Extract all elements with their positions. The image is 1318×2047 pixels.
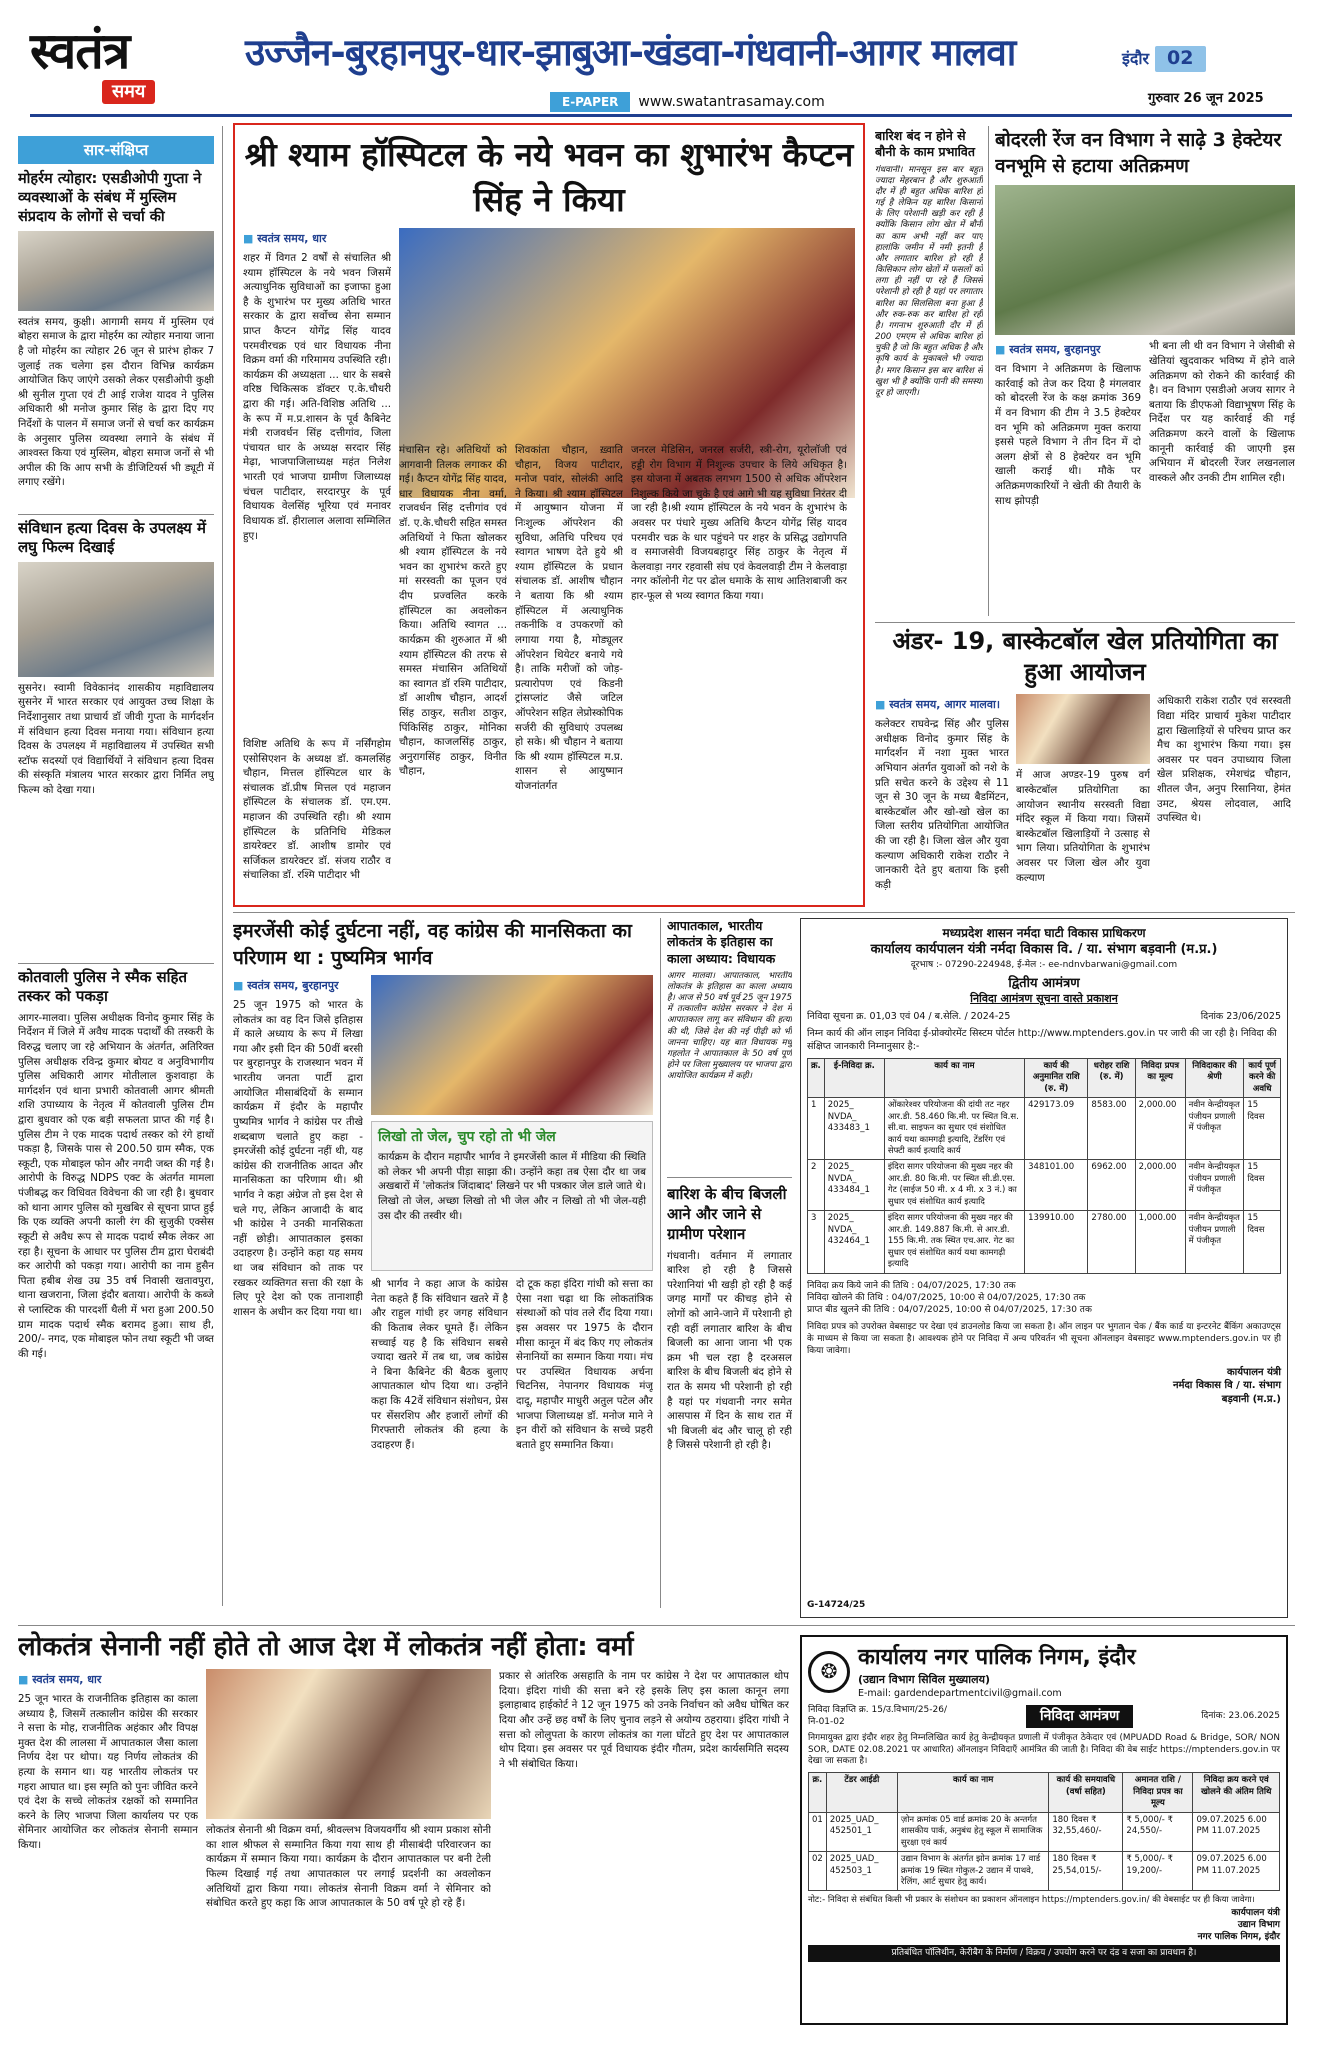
narmada-table-cell: इंदिरा सागर परियोजना की मुख्य नहर की आर.डी. 80 कि.मी. पर स्थित सी.डी.एस. गेट (साईज 50 मी. x 4 मी. x 3 नं.) का सुधार एवं संशोधित कार्य इत्यादि [884,1160,1024,1211]
imc-email: E-mail: gardendepartmentcivil@gmail.com [858,1687,1062,1699]
sar-sankshep-column [18,136,214,1611]
imc-notice-no: निविदा विज्ञप्ति क्र. 15/उ.विभाग/25-26/नि-01-02 [808,1705,948,1728]
narmada-table-cell: 15 दिवस [1244,1211,1281,1273]
tender-note: निविदा प्रपत्र को उपरोक्त वेबसाइट पर देखा एवं डाउनलोड किया जा सकता है। ऑन लाइन पर भुगतान चेक / बैंक कार्ड या इन्टरनेट बैंकिंग अकाउण्ट्स के माध्यम से किया जा सकता है। आवश्यक होने पर निविदा में अन्य परिवर्तन भी सूचना ऑनलाइन वेबसाइट www.mptenders.gov.in पर ही किया जावेगा। [807,1322,1281,1356]
lead-col-3: मंचासिन रहे। अतिथियों को आगवानी तिलक लगाकर की गई। कैप्टन योगेंद्र सिंह यादव, धार विधायक नीना वर्मा, राजवर्धन सिंह दत्तीगांव एवं डॉ. ए.के.चौधरी सहित समस्त अतिथियों ने फिता खोलकर श्री श्याम हॉस्पिटल के नये भवन का शुभारंभ करते हुए मां सरस्वती का पूजन एवं दीप प्रज्वलित करके हॉस्पिटल का अवलोकन किया। अतिथि स्वागत ... कार्यक्रम की शुरुआत में श्री श्याम हॉस्पिटल की तरफ से समस्त मंचासिन अतिथियों का स्वागत डॉ रश्मि पाटीदार, डॉ आशीष चौहान, आदर्श सिंह ठाकुर, सतीश ठाकुर, पिंकिसिंह ठाकुर, मोनिका चौहान, काजलसिंह ठाकुर, अनुरागसिंह ठाकुर, विनीत चौहान, [399,444,507,778]
edition-page [1122,46,1206,72]
emergency-vidhayak-text: आगर मालवा। आपातकाल, भारतीय लोकतंत्र के इतिहास का काला अध्याय है। आज से 50 वर्ष पूर्व 25 जून 1975 में तत्कालीन कांग्रेस सरकार ने देश में आपातकाल लागू कर संविधान की हत्या की थी, जिसे देश की नई पीढ़ी को भी जानना चाहिए। यह बात विधायक मधु गहलोत ने आपातकाल के 50 वर्ष पूर्ण होने पर जिला मुख्यालय पर भाजपा द्वारा आयोजित कार्यक्रम में कही। [667,970,792,1082]
brief-1-text: स्वतंत्र समय, कुक्षी। आगामी समय में मुस्लिम एवं बोहरा समाज के द्वारा मोहर्रम का त्योहार मनाया जाना है जो मोहर्रम का त्योहार 26 जून से प्रारंभ होकर 7 जुलाई तक चलेगा इस दौरान विभिन्न कार्यक्रम आयोजित किए जाएंगे उसको लेकर एसडीओपी कुक्षी श्री सुनील गुप्ता एवं टी आई राजेश यादव ने पुलिस अधिकारी श्री मनोज कुमार सिंह के द्वारा दिए गए निर्देशों के पालन में समाज जनों से चर्चा कर कार्यक्रम के अनुसार पुलिस व्यवस्था लगाने के संबंध में आश्वस्त किया एवं मुस्लिम, बोहरा समाज जनों से भी अपील की कि आप सभी के डीजिटियर्स भी ड्यूटी में लगाए रखेंगे। [18,315,214,489]
tender-sign-2: नर्मदा विकास वि / या. संभाग [1172,1380,1281,1392]
narmada-table-cell: 2025_ NVDA_ 432464_1 [824,1211,884,1273]
imc-table-cell: 180 दिवस ₹ 32,55,460/- [1049,1812,1123,1851]
imc-emblem-icon: ❂ [808,1651,850,1693]
emergency-vidhayak-headline: आपातकाल, भारतीय लोकतंत्र के इतिहास का काला अध्याय: विधायक [667,918,776,966]
narmada-table-cell: 1,000.00 [1135,1211,1185,1273]
tender-date-line: निविदा खोलने की तिथि : 04/07/2025, 10:00 से 04/07/2025, 17:30 तक [807,1292,1086,1303]
brief-1-photo [18,231,214,311]
brief-2-photo [18,562,214,677]
imc-table-header-cell: क्र. [809,1773,827,1812]
emergency-quote-box [371,1121,653,1271]
democracy-headline: लोकतंत्र सेनानी नहीं होते तो आज देश में लोकतंत्र नहीं होता: वर्मा [18,1632,634,1662]
narmada-table-cell: इंदिरा सागर परियोजना की मुख्य नहर की आर.डी. 149.887 कि.मी. से आर.डी. 155 कि.मी. तक स्थित एच.आर. गेट का सुधार एवं संशोधित कार्य यथा कामगढ़ी इत्यादि [884,1211,1024,1273]
narmada-table-cell: ओंकारेश्वर परियोजना की दांयी तट नहर आर.डी. 58.460 कि.मी. पर स्थित वि.स. सी.वा. साइफन का सुधार एवं संशोधित कार्य यथा कामगढ़ी इत्यादि, टेंडरिंग एवं सेफ्टी कार्य इत्यादि कार्य [884,1098,1024,1160]
power-cut-headline: बारिश के बीच बिजली आने और जाने से ग्रामीण परेशान [667,1184,787,1244]
imc-table-row [809,1852,1280,1891]
power-cut-text: गंधवानी। वर्तमान में लगातार बारिश हो रही है जिससे परेशानियां भी खड़ी हो रही है कई जगह मार्गों पर कीचड़ होने से लोगों को आने-जाने में परेशानी हो रही वहीं लगातार बारिश के बीच बिजली का आना जाना भी एक क्रम भी चल रहा है दरअसल बारिश के बीच बिजली बंद होने से रात के समय भी परेशानी हो रही है यहां पर गंधवानी नगर समेत आसपास में दिन के साथ रात में भी बिजली बंद और चालू हो रही है जिससे परेशानी हो रही है। [667,1249,792,1452]
narmada-table-row [808,1211,1281,1273]
tender-org-2: कार्यालय कार्यपालन यंत्री नर्मदा विकास वि. / या. संभाग बड़वानी (म.प्र.) [870,942,1218,958]
lead-col-2-visible: विशिष्ट अतिथि के रूप में नर्सिंगहोम एसोसिएशन के अध्यक्ष डॉ. कमलसिंह चौहान, मित्तल हॉस्पिटल धार के संचालक डॉ.प्रीष मित्तल एवं महाजन हॉस्पिटल के संचालक डॉ. एम.एम. महाजन की उपस्थिति रही। श्री श्याम हॉस्पिटल के प्रतिनिधि मेडिकल डायरेक्टर डॉ. आशीष डामोर एवं सर्जिकल डायरेक्टर डॉ. संजय राठौर व संचालिका डॉ. रश्मि पाटीदार भी [243,738,391,882]
brief-2-headline: संविधान हत्या दिवस के उपलक्ष्य में लघु फिल्म दिखाई [18,518,206,557]
emergency-col-3: दो टूक कहा इंदिरा गांधी को सत्ता का ऐसा नशा चढ़ा था कि लोकतांत्रिक संस्थाओं को पांव तले रौंद दिया गया। इस अवसर पर 1975 के दौरान मीसा कानून में बंद किए गए लोकतंत्र सेनानियों का सम्मान किया गया। मंच पर उपस्थित विधायक अर्चना चिटनिस, नेपानगर विधायक मंजू दादू, महापौर माधुरी अतुल पटेल और भाजपा जिलाध्यक्ष डॉ. मनोज माने ने इन वीरों को संविधान के सच्चे प्रहरी बताते हुए सम्मानित किया। [516,1278,653,1451]
quote-headline: लिखो तो जेल, चुप रहो तो भी जेल [378,1129,556,1146]
narmada-table-header-cell: निविदा प्रपत्र का मूल्य [1135,1058,1185,1097]
democracy-col-1: 25 जून भारत के राजनीतिक इतिहास का काला अध्याय है, जिसमें तत्कालीन कांग्रेस की सरकार ने सत्ता के मोह, राजनीतिक अहंकार और विपक्ष मुक्त देश की लालसा में आपातकाल जैसा काला निर्णय देश पर थोपा। यह निर्णय लोकतंत्र की हत्या के समान था। यह भारतीय लोकतंत्र पर गहरा आघात था। इस स्मृति को पुनः जीवित करने एवं देश के सच्चे लोकतंत्र रक्षकों को सम्मानित करने के लिए भाजपा जिला कार्यालय पर एक सेमिनार आयोजित कर लोकतंत्र सेनानी सम्मान किया। [18,1692,198,1852]
newspaper-logo [30,22,210,110]
lead-headline: श्री श्याम हॉस्पिटल के नये भवन का शुभारंभ कैप्टन सिंह ने किया [244,135,854,219]
quote-text: कार्यक्रम के दौरान महापौर भार्गव ने इमरजेंसी काल में मीडिया की स्थिति को लेकर भी अपनी पीड़ा साझा की। उन्होंने कहा तब ऐसा दौर था जब अखबारों में 'लोकतंत्र जिंदाबाद' लिखने पर भी पत्रकार जेल डाले जाते थे। लिखो तो जेल, अच्छा लिखो तो भी जेल और न लिखो तो भी जेल-यही उस दौर की तस्वीर थी। [378,1151,646,1222]
narmada-table-header-cell: निविदाकार की श्रेणी [1185,1058,1244,1097]
narmada-table-cell: नवीन केन्द्रीयकृत पंजीयन प्रणाली में पंजीकृत [1185,1160,1244,1211]
imc-sign-2: उद्यान विभाग [1237,1920,1280,1931]
brief-2-text: सुसनेर। स्वामी विवेकानंद शासकीय महाविद्यालय सुसनेर में भारत सरकार एवं आयुक्त उच्च शिक्षा के निर्देशानुसार तथा प्राचार्य डॉ जीवी गुप्ता के मार्गदर्शन में संविधान हत्या दिवस मनाया गया। संविधान हत्या दिवस के उपलक्ष्य में महाविद्यालय में उपस्थित सभी स्टॉफ सदस्यों एवं विद्यार्थियों ने संविधान हत्या दिवस की संस्कृति मंत्रालय भारत सरकार द्वारा निर्मित लघु फिल्म को देखा गया। [18,681,214,797]
narmada-table-cell: 6962.00 [1088,1160,1135,1211]
tender-sign-1: कार्यपालन यंत्री [1226,1366,1281,1378]
epaper-label: E-PAPER [550,92,630,112]
imc-notice-date: दिनांक: 23.06.2025 [1201,1711,1280,1722]
narmada-tender-notice [800,918,1288,1618]
column-rule [988,126,989,616]
sar-sankshep-tag: सार-संक्षिप्त [18,136,214,164]
tender-subtitle: निविदा आमंत्रण सूचना वास्ते प्रकाशन [970,992,1118,1006]
narmada-table-header-cell: कार्य पूर्ण करने की अवधि [1244,1058,1281,1097]
edition-city: इंदौर [1122,49,1150,69]
imc-note: नोट:- निविदा से संबंधित किसी भी प्रकार के संशोधन का प्रकाशन ऑनलाइन https://mptenders.gov.in/ की वेबसाईट पर ही किया जावेगा। [808,1895,1255,1906]
forest-story-photo [995,185,1295,335]
narmada-table-cell: 2,000.00 [1135,1098,1185,1160]
narmada-table-cell: 8583.00 [1088,1098,1135,1160]
column-rule [222,126,223,1606]
narmada-table-cell: 2780.00 [1088,1211,1135,1273]
narmada-table-cell: 348101.00 [1025,1160,1088,1211]
narmada-table-header-cell: कार्य का नाम [884,1058,1024,1097]
imc-table-cell: उद्यान विभाग के अंतर्गत झोन क्रमांक 17 वार्ड क्रमांक 19 स्थित गोकुल-2 उद्यान में पाथवे, रेलिंग, आर्ट सुधार हेतु कार्य। [897,1852,1048,1891]
imc-table-row [809,1812,1280,1851]
rain-story-text: गंधवानी। मानसून इस बार बहुत ज्यादा मेहरबान है और शुरुआती दौर में ही बहुत अधिक बारिश हो गई है लेकिन यह बारिश किसानों के लिए परेशानी खड़ी कर रही है क्योंकि किसान लोग खेत में बौनी का काम अभी नहीं कर पाए हालांकि जमीन में नमी इतनी है और लगातार बारिश हो रही है किसिकान लोग खेतों में फसलों को लगा ही नहीं पा रहे हैं जिससे परेशानी हो रही है यहां पर लगातार बारिश का सिलसिला बना हुआ है और रुक-रुक कर बारिश हो रही है। गगनाभ शुरुआती दौर में ही 200 एमएम से अधिक बारिश हो चुकी है जो कि बहुत अधिक है और कृषि कार्य के मुकाबले भी ज्यादा है। मगर किसान इस बार बारिश से खुश भी है क्योंकि पानी की समस्या दूर हो जाएगी। [875,164,983,398]
democracy-story [18,1630,793,2040]
imc-sign-3: नगर पालिक निगम, इंदौर [1197,1932,1280,1943]
democracy-photo [206,1669,491,1819]
imc-table-header-cell: कार्य की समयावधि (वर्षा सहित) [1049,1773,1123,1812]
narmada-table-header-cell: क्र. [808,1058,825,1097]
tender-date-line: प्राप्त बीड खुलने की तिथि : 04/07/2025, 10:00 से 04/07/2025, 17:30 तक [807,1304,1092,1315]
emergency-story [233,918,653,1608]
narmada-table-header-cell: ई-निविदा क्र. [824,1058,884,1097]
edition-cities: उज्जैन-बुरहानपुर-धार-झाबुआ-खंडवा-गंधवानी-आगर मालवा [245,31,1016,74]
tender-code: G-14724/25 [807,1599,866,1610]
imc-intro: निगमायुक्त द्वारा इंदौर शहर हेतु निम्नलिखित कार्य हेतु केन्द्रीयकृत प्रणाली में पंजीकृत ठेकेदार एवं (MPUADD Road & Bridge, SOR/ NON SOR, DATE 02.08.2021 पर आधारित) ऑनलाइन निविदाएँ आमंत्रित की जाती है। निविदा की वेब साईट https://mptenders.gov.in पर देखा जा सकता है। [808,1732,1280,1767]
forest-col-2: भी बना ली थी वन विभाग ने जेसीबी से खेतियां खुदवाकर भविष्य में होने वाले अतिक्रमण को रोकने की कार्रवाई की है। वन विभाग एसडीओ अजय सागर ने बताया कि डीएफओ विद्याभूषण सिंह के निर्देश पर यह कार्रवाई की गई अतिक्रमण करने वालों के खिलाफ कानूनी कार्रवाई की जाएगी इस अभियान में बोदरली रेंजर लखनलाल वास्कले और उनकी टीम शामिल रही। [1149,340,1295,484]
brief-1-headline: मोहर्रम त्योहार: एसडीओपी गुप्ता ने व्यवस्थाओं के संबंध में मुस्लिम संप्रदाय के लोगों से चर्चा की [18,171,202,225]
narmada-table-cell: 2025_ NVDA_ 433484_1 [824,1160,884,1211]
imc-subtitle: (उद्यान विभाग सिविल मुख्यालय) [858,1672,990,1686]
masthead [30,22,1292,117]
brief-3-text: आगर-मालवा। पुलिस अधीक्षक विनोद कुमार सिंह के निर्देशन में जिले में अवैध मादक पदार्थों की तस्करी के विरुद्ध चलाए जा रहे अभियान के अंतर्गत, अतिरिक्त पुलिस अधीक्षक रविन्द्र कुमार बोयट व अनुविभागीय पुलिस अधिकारी आगर मोतीलाल कुशवाहा के मार्गदर्शन एवं थाना प्रभारी कोतवाली आगर श्रीमती शशि उपाध्याय के नेतृत्व में कोतवाली पुलिस टीम द्वारा बुधवार को एक बड़ी सफलता प्राप्त की गई है। पुलिस टीम ने एक मादक पदार्थ तस्कर को रंगे हाथों पकड़ा है, जिसके पास से 200.50 ग्राम स्मैक, एक स्कूटी, एक मोबाइल फोन और नगदी जब्त की गई है। आरोपी के विरुद्ध NDPS एक्ट के अंतर्गत मामला पंजीबद्ध कर विधिवत विवेचना की जा रही है। बुधवार को थाना आगर पुलिस को मुखबिर से सूचना प्राप्त हुई कि एक व्यक्ति अपनी काली रंग की सुजुकी एक्सेस स्कूटी से अवैध रूप से मादक पदार्थ स्मैक लेकर आ रहा है। सूचना के आधार पर पुलिस टीम द्वारा घेराबंदी कर आरोपी को पकड़ा गया। आरोपी का नाम हुसैन पिता हबीब शेख उम्र 35 वर्ष निवासी खतावपुरा, थाना खजराना, जिला इंदौर बताया। आरोपी के कब्जे से प्लास्टिक की पारदर्शी थैली में भरा हुआ 200.50 ग्राम मादक पदार्थ स्मैक बरामद हुआ। साथ ही, 200/- नगद, एक मोबाइल फोन तथा स्कूटी भी जब्त की गई। [18,1011,214,1360]
narmada-table-cell: 15 दिवस [1244,1098,1281,1160]
forest-byline: ■ स्वतंत्र समय, बुरहानपुर [995,343,1141,358]
emergency-col-2: श्री भार्गव ने कहा आज के कांग्रेस नेता कहते हैं कि संविधान खतरे में है और राहुल गांधी हर जगह संविधान की किताब लेकर घूमते हैं। लेकिन सच्चाई यह है कि संविधान सबसे ज्यादा खतरे में तब था, जब कांग्रेस ने बिना कैबिनेट की बैठक बुलाए आपातकाल थोप दिया था। उन्होंने कहा कि 42वें संविधान संशोधन, प्रेस पर सेंसरशिप और हजारों लोगों की गिरफ्तारी लोकतंत्र की हत्या के उदाहरण हैं। [371,1278,508,1451]
tender-dates [807,1280,1281,1316]
tender-title: द्वितीय आमंत्रण [1008,975,1080,991]
narmada-table-cell: 429173.09 [1025,1098,1088,1160]
narmada-table-row [808,1098,1281,1160]
narmada-table-cell: नवीन केन्द्रीयकृत पंजीयन प्रणाली में पंजीकृत [1185,1211,1244,1273]
narmada-table-cell: नवीन केन्द्रीयकृत पंजीयन प्रणाली में पंजीकृत [1185,1098,1244,1160]
narmada-table-header-cell: कार्य की अनुमानित राशि (रु. में) [1025,1058,1088,1097]
lead-byline: ■ स्वतंत्र समय, धार [243,232,391,247]
narmada-tender-table [807,1058,1281,1274]
imc-table-header-cell: अमानत राशि / निविदा प्रपत्र का मूल्य [1123,1773,1193,1812]
tender-org-1: मध्यप्रदेश शासन नर्मदा घाटी विकास प्राधिकरण [942,926,1146,940]
lead-col-5: जनरल मेडिसिन, जनरल सर्जरी, स्त्री-रोग, यूरोलॉजी एवं हड्डी रोग विभाग में निशुल्क उपचार के लिये अधिकृत है। इस योजना में अबतक लगभग 1500 से अधिक ऑपरेशन निशुल्क किये जा चुके है एवं आगे भी यह सुविधा निरंतर दी जा रही है।श्री श्याम हॉस्पिटल के नये भवन के शुभारंभ के अवसर पर पंधारे मुख्य अतिथि कैप्टन योगेंद्र सिंह यादव परमवीर चक्र के धार पहुंचने पर शहर के प्रसिद्ध उद्योगपति व समाजसेवी विजयबहादुर सिंह ठाकुर के नेतृत्व में केलवाड़ा नगर रहवासी संघ एवं केवलवाड़ी टीम ने केलवाड़ा नगर कॉलोनी गेट पर ढोल धमाके के साथ आतिशबाजी कर हार-फूल से भव्य स्वागत किया गया। [631,444,847,603]
imc-table-cell: 09.07.2025 6.00 PM 11.07.2025 [1193,1852,1280,1891]
imc-table-cell: ₹ 5,000/- ₹ 24,550/- [1123,1812,1193,1851]
narmada-table-cell: 2,000.00 [1135,1160,1185,1211]
imc-table-cell: 02 [809,1852,827,1891]
tender-intro: निम्न कार्य की ऑन लाइन निविदा ई-प्रोक्योरमेंट सिस्टम पोर्टल http://www.mptenders.gov.in पर जारी की जा रही है। निविदा की संक्षिप्त जानकारी निम्नानुसार है:- [807,1028,1277,1052]
basketball-headline: अंडर- 19, बास्केटबॉल खेल प्रतियोगिता का हुआ आयोजन [892,627,1278,687]
column-rule [660,918,661,1608]
tender-contact: दूरभाष :- 07290-224948, ई-मेल :- ee-ndnvbarwani@gmail.com [910,959,1178,970]
basketball-photo [1016,694,1150,764]
narmada-table-cell: 2025_ NVDA_ 433483_1 [824,1098,884,1160]
forest-story [995,128,1295,618]
imc-table-cell: ₹ 5,000/- ₹ 19,200/- [1123,1852,1193,1891]
narmada-table-cell: 15 दिवस [1244,1160,1281,1211]
basketball-col-3: अधिकारी राकेश राठौर एवं सरस्वती विद्या मंदिर प्राचार्य मुकेश पाटीदार द्वारा खिलाड़ियों से परिचय प्राप्त कर मैच का शुभारंभ किया गया। इस अवसर पर पवन उपाध्याय जिला खेल प्रशिक्षक, रमेशचंद्र चौहान, शीतल जैन, अनुप रिसानिया, हेमंत उमट, श्रेयस लोदवाल, आदि उपस्थित थे। [1157,695,1291,825]
narmada-table-cell: 1 [808,1098,825,1160]
imc-tender-ad [800,1635,1288,2025]
page-number: 02 [1155,46,1205,72]
tender-sign-3: बड़वानी (म.प्र.) [1221,1393,1281,1405]
imc-tender-table [808,1772,1280,1891]
imc-table-header-cell: निविदा क्रय करने एवं खोलने की अंतिम तिथि [1193,1773,1280,1812]
section-rule [18,1625,1295,1626]
imc-footer: प्रतिबंधित पॉलिथीन, केरीबैग के निर्माण / विक्रय / उपयोग करने पर दंड व सजा का प्रावधान है। [808,1945,1280,1961]
narmada-table-row [808,1160,1281,1211]
imc-table-cell: 09.07.2025 6.00 PM 11.07.2025 [1193,1812,1280,1851]
basketball-col-1: कलेक्टर राघवेन्द्र सिंह और पुलिस अधीक्षक विनोद कुमार सिंह के मार्गदर्शन में नशा मुक्त भारत अभियान अंतर्गत युवाओं को नशे के प्रति सचेत करने के उद्देश्य से 11 जून से 30 जून के मध्य बैडमिंटन, बास्केटबॉल और खो-खो खेल का जिला स्तरीय प्रतियोगिता आयोजित की जा रही है। जिला खेल और युवा कल्याण अधिकारी राकेश राठौर ने जानकारी देते हुए बताया कि इसी कड़ी [875,718,1009,891]
imc-badge: निविदा आमंत्रण [1026,1705,1133,1728]
rain-story [875,128,983,608]
forest-story-headline: बोदरली रेंज वन विभाग ने साढ़े 3 हेक्टेयर वनभूमि से हटाया अतिक्रमण [995,129,1282,177]
website-url[interactable]: www.swatantrasamay.com [638,93,825,110]
democracy-col-3: प्रकार से आंतरिक असहाति के नाम पर कांग्रेस ने देश पर आपातकाल थोप दिया। इंदिरा गांधी की सत्ता बने रहे इसके लिए इस काला कानून लगा इलाहाबाद हाईकोर्ट ने 12 जून 1975 को उनके निर्वाचन को अवैध घोषित कर दिया और उन्हें छह वर्षों के लिए चुनाव लड़ने से अयोग्य ठहराया। इंदिरा गांधी ने सत्ता को लोलुपता के कारण लोकतंत्र का गला घोंटते हुए देश पर आपातकाल थोप दिया। इस अवसर पर पूर्व विधायक इंदीर गौतम, प्रदेश कार्यसमिति सदस्य ने भी संबोधित किया। [499,1670,789,1770]
basketball-byline: ■ स्वतंत्र समय, आगर मालवा। [875,698,1009,713]
lead-col-1: शहर में विगत 2 वर्षों से संचालित श्री श्याम हॉस्पिटल के नये भवन जिसमें अत्याधुनिक सुविधाओं का इजाफा हुआ है के शुभारंभ पर मुख्य अतिथि भारत सरकार के द्वारा सर्वोच्च सेना सम्मान प्राप्त कैप्टन योगेंद्र सिंह यादव परमवीरचक्र एवं धार विधायक नीना विक्रम वर्मा की गरिमामय उपस्थिति रही। कार्यक्रम की अध्यक्षता ... धार के सबसे वरिष्ठ चिकित्सक डॉक्टर ए.के.चौधरी द्वारा की गई। अति-विशिष्ठ अतिथि ... के रूप में म.प्र.शासन के पूर्व कैबिनेट मंत्री राजवर्धन सिंह दत्तीगांव, जिला पंचायत धार के अध्यक्ष सरदार सिंह मेढ़ा, भाजपाजिलाध्यक्ष महंत निलेश भारती एवं भाजपा ग्रामीण जिलाध्यक्ष चंचल पाटीदार, सरदारपुर के पूर्व विधायक वेलसिंह भूरिया एवं मनावर विधायक डॉ. हीरालाल अलावा सम्मिलित हुए। [243,251,391,542]
imc-table-cell: 2025_UAD_ 452503_1 [826,1852,897,1891]
emergency-vidhayak-story [667,918,792,1608]
narmada-table-cell: 139910.00 [1025,1211,1088,1273]
imc-table-header-cell: टेंडर आईडी [826,1773,897,1812]
section-rule [875,622,1295,623]
logo-line-2: समय [102,80,155,104]
narmada-table-cell: 2 [808,1160,825,1211]
section-rule [233,912,1295,913]
tender-notice-no: निविदा सूचना क्र. 01,03 एवं 04 / ब.सेलि. / 2024-25 [807,1011,1011,1023]
emergency-col-1: 25 जून 1975 को भारत के लोकतंत्र का वह दिन जिसे इतिहास में काले अध्याय के रूप में लिखा गया और इसी दिन की 50वीं बरसी पर बुरहानपुर के राजस्थान भवन में भारतीय जनता पार्टी द्वारा आयोजित मीसाबंदियों के सम्मान कार्यक्रम में इंदौर के महापौर पुष्यमित्र भार्गव ने कांग्रेस पर तीखे शब्दबाण चलाते हुए कहा - इमरजेंसी कोई दुर्घटना नहीं थी, यह कांग्रेस की राजनीतिक आदत और मानसिकता का परिणाम थी। श्री भार्गव ने कहा अंग्रेज तो इस देश से चले गए, लेकिन आजादी के बाद भी कांग्रेस ने उनकी मानसिकता नहीं छोड़ी। आपातकाल इसका उदाहरण है। उन्होंने कहा यह समय था जब संविधान को ताक पर रखकर व्यक्तिगत सत्ता की रक्षा के लिए पूरे देश को एक तानाशाही शासन के अधीन कर दिया गया था। [233,999,363,1318]
epaper-bar [550,92,825,112]
democracy-col-2: लोकतंत्र सेनानी श्री विक्रम वर्मा, श्रीवल्लभ विजयवर्गीय श्री श्याम प्रकाश सोनी का शाल श्रीफल से सम्मानित किया गया साथ ही मीसाबंदी परिवारजन का कार्यक्रम में सम्मान किया गया। कार्यक्रम के दौरान आपातकाल पर बनी टेली फिल्म दिखाई गई तथा आपातकाल पर लगाई प्रदर्शनी का अवलोकन अतिथियों द्वारा किया गया। लोकतंत्र सेनानी विक्रम वर्मा ने सेमिनार को संबोधित करते हुए कहा कि आज आपातकाल के 50 वर्ष पूरे हो रहे हैं। [206,1824,491,1910]
imc-table-cell: 180 दिवस ₹ 25,54,015/- [1049,1852,1123,1891]
lead-story [233,123,865,907]
democracy-byline: ■ स्वतंत्र समय, धार [18,1673,198,1688]
emergency-byline: ■ स्वतंत्र समय, बुरहानपुर [233,979,363,994]
brief-3-headline: कोतवाली पुलिस ने स्मैक सहित तस्कर को पकड़ा [18,967,188,1006]
imc-table-cell: ज़ोन क्रमांक 05 वार्ड क्रमांक 20 के अन्तर्गत शासकीय पार्क, अनुबंध हेतु स्कूल में सामाजिक सुरक्षा एवं कार्य [897,1812,1048,1851]
lead-col-4: शिवकांता चौहान, ख़्वाति चौहान, विजय पाटीदार, मनोज पवांर, सोलंकी आदि ने किया। श्री श्याम हॉस्पिटल में आयुष्मान योजना में निःशुल्क ऑपरेशन की सुविधा, अतिथि परिचय एवं स्वागत भाषण देते हुये श्री श्याम हॉस्पिटल के प्रधान संचालक डॉ. आशीष चौहान ने बताया कि श्री श्याम हॉस्पिटल में अत्याधुनिक तकनीकि व उपकरणों को लगाया गया है, मोड्यूलर ऑपरेशन थियेटर बनाये गये है। ताकि मरीजों को जोड़-प्रत्यारोपण एवं किडनी ट्रांसप्लांट जैसे जटिल ऑपरेशन सहित लेप्रोस्कोपिक सर्जरी की सुविधाएं उपलब्ध हो सके। श्री चौहान ने बताया कि श्री श्याम हॉस्पिटल म.प्र. शासन से आयुष्मान योजनांतर्गत [515,444,623,793]
tender-notice-date: दिनांक 23/06/2025 [1200,1011,1281,1023]
tender-date-line: निविदा क्रय किये जाने की तिथि : 04/07/2025, 17:30 तक [807,1280,1016,1291]
basketball-story [875,626,1295,906]
emergency-headline: इमरजेंसी कोई दुर्घटना नहीं, वह कांग्रेस की मानसिकता का परिणाम था : पुष्यमित्र भार्गव [233,920,632,969]
imc-table-cell: 01 [809,1812,827,1851]
forest-col-1: वन विभाग ने अतिक्रमण के खिलाफ कार्रवाई को तेज कर दिया है मंगलवार को बोदरली रेंज के कक्ष क्रमांक 369 में वन विभाग की टीम ने 3.5 हेक्टेयर वन भूमि को अतिक्रमण मुक्त कराया इससे पहले विभाग ने तीन दिन में दो अलग क्षेत्रों से 8 हेक्टेयर वन भूमि खाली कराई थी। मौके पर अतिक्रमणकारियों ने खेती की तैयारी के साथ झोपड़ी [995,363,1141,507]
logo-line-1: स्वतंत्र [30,21,130,80]
rain-story-headline: बारिश बंद न होने से बौनी के काम प्रभावित [875,128,975,160]
narmada-table-cell: 3 [808,1211,825,1273]
imc-sign-1: कार्यपालन यंत्री [1231,1907,1280,1918]
narmada-table-header-cell: धरोहर राशि (रु. में) [1088,1058,1135,1097]
imc-table-cell: 2025_UAD_ 452501_1 [826,1812,897,1851]
issue-date: गुरुवार 26 जून 2025 [1148,91,1264,106]
basketball-col-2: में आज अण्डर-19 पुरुष वर्ग बास्केटबॉल प्रतियोगिता का आयोजन स्थानीय सरस्वती विद्या मंदिर स्कूल में किया गया। जिसमें बास्केटबॉल खिलाड़ियों ने उत्साह से भाग लिया। प्रतियोगिता के शुभारंभ अवसर पर जिला खेल और युवा कल्याण [1016,769,1150,884]
imc-table-header-cell: कार्य का नाम [897,1773,1048,1812]
emergency-photo [371,975,653,1115]
imc-title: कार्यालय नगर पालिक निगम, इंदौर [858,1645,1136,1670]
